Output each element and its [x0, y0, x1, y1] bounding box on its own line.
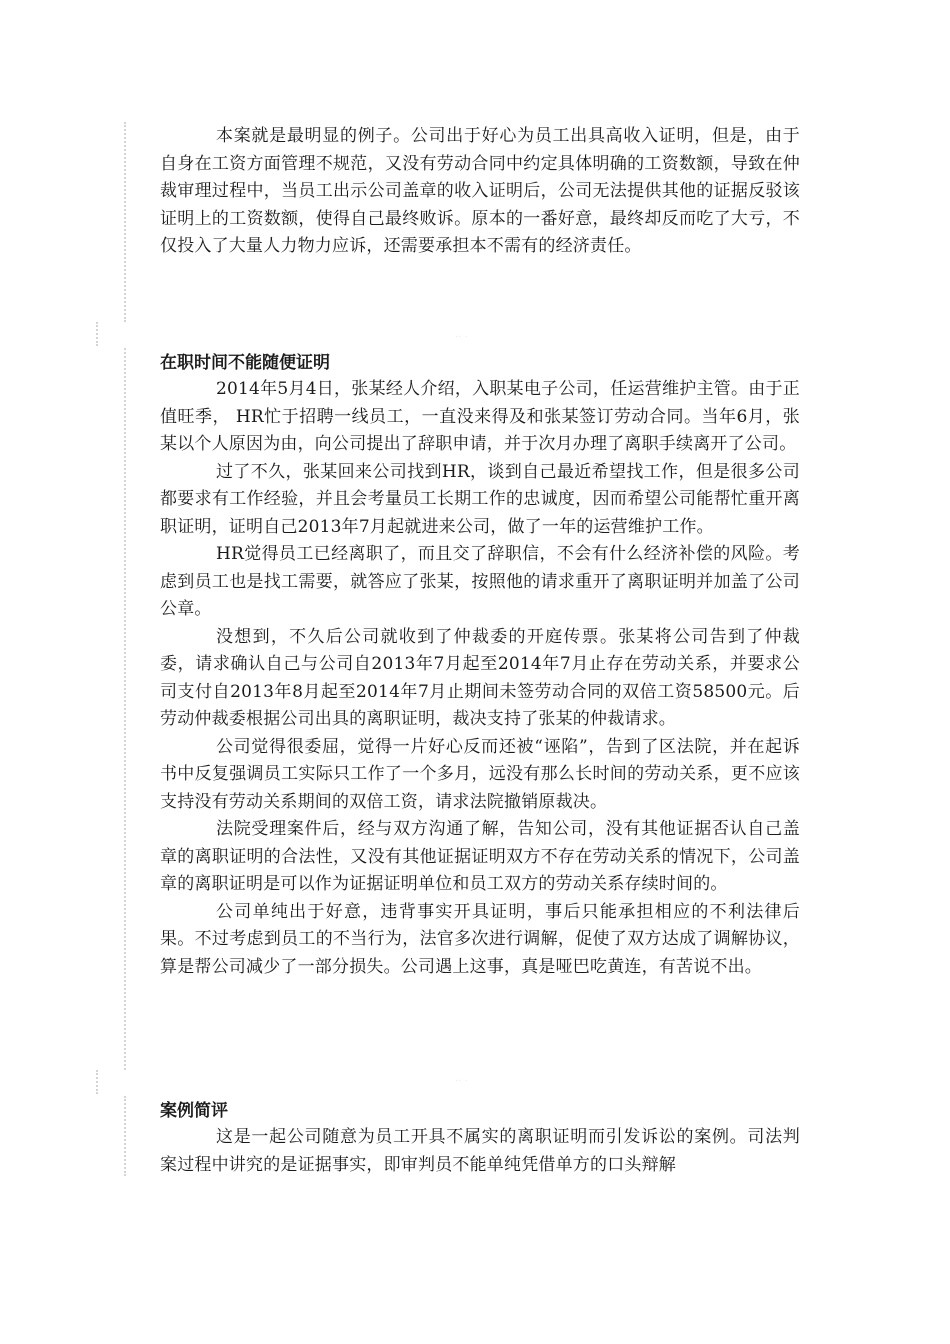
faint-mark-1: ·· · — [455, 332, 468, 343]
section-employment-period — [160, 350, 800, 981]
margin-rule-3 — [124, 348, 126, 1070]
margin-rule-1 — [124, 122, 126, 322]
paragraph: 法院受理案件后，经与双方沟通了解，告知公司，没有其他证据否认自己盖章的离职证明的合法性，又没有其他证据证明双方不存在劳动关系的情况下，公司盖章的离职证明是可以作为证据证明单位和员工双方的劳动关系存续时间的。 — [160, 819, 800, 894]
paragraph: 2014年5月4日，张某经人介绍，入职某电子公司，任运营维护主管。由于正值旺季， HR忙于招聘一线员工，一直没来得及和张某签订劳动合同。当年6月，张某以个人原因为由，向公司提出了辞职申请，并于次月办理了离职手续离开了公司。 — [160, 379, 800, 454]
paragraph: 没想到，不久后公司就收到了仲裁委的开庭传票。张某将公司告到了仲裁委，请求确认自己与公司自2013年7月起至2014年7月止存在劳动关系，并要求公司支付自2013年8月起至2014年7月止期间未签劳动合同的双倍工资58500元。后劳动仲裁委根据公司出具的离职证明，裁决支持了张某的仲裁请求。 — [160, 626, 800, 729]
margin-rule-5 — [124, 1096, 126, 1176]
section-heading: 在职时间不能随便证明 — [160, 353, 330, 373]
paragraph: 公司觉得很委屈，觉得一片好心反而还被“诬陷”，告到了区法院，并在起诉书中反复强调员工实际只工作了一个多月，远没有那么长时间的劳动关系，更不应该支持没有劳动关系期间的双倍工资，请求法院撤销原裁决。 — [160, 736, 800, 812]
intro-paragraph: 本案就是最明显的例子。公司出于好心为员工出具高收入证明，但是，由于自身在工资方面管理不规范，又没有劳动合同中约定具体明确的工资数额，导致在仲裁审理过程中，当员工出示公司盖章的收入证明后，公司无法提供其他的证据反驳该证明上的工资数额，使得自己最终败诉。原本的一番好意，最终却反而吃了大亏，不仅投入了大量人力物力应诉，还需要承担本不需有的经济责任。 — [160, 126, 800, 256]
section-case-review — [160, 1098, 800, 1179]
margin-rule-2 — [96, 322, 98, 346]
intro-block — [160, 123, 800, 261]
paragraph: 这是一起公司随意为员工开具不属实的离职证明而引发诉讼的案例。司法判案过程中讲究的是证据事实，即审判员不能单纯凭借单方的口头辩解 — [160, 1127, 800, 1175]
section-heading: 案例简评 — [160, 1101, 228, 1121]
margin-rule-4 — [96, 1070, 98, 1094]
paragraph: 过了不久，张某回来公司找到HR，谈到自己最近希望找工作，但是很多公司都要求有工作经验，并且会考量员工长期工作的忠诚度，因而希望公司能帮忙重开离职证明，证明自己2013年7月起就进来公司，做了一年的运营维护工作。 — [160, 461, 800, 537]
paragraph: 公司单纯出于好意，违背事实开具证明，事后只能承担相应的不利法律后果。不过考虑到员工的不当行为，法官多次进行调解，促使了双方达成了调解协议，算是帮公司减少了一部分损失。公司遇上这事，真是哑巴吃黄连，有苦说不出。 — [160, 901, 800, 977]
faint-mark-2: ·· · — [455, 1076, 468, 1087]
paragraph: HR觉得员工已经离职了，而且交了辞职信，不会有什么经济补偿的风险。考虑到员工也是找工需要，就答应了张某，按照他的请求重开了离职证明并加盖了公司公章。 — [160, 544, 800, 619]
